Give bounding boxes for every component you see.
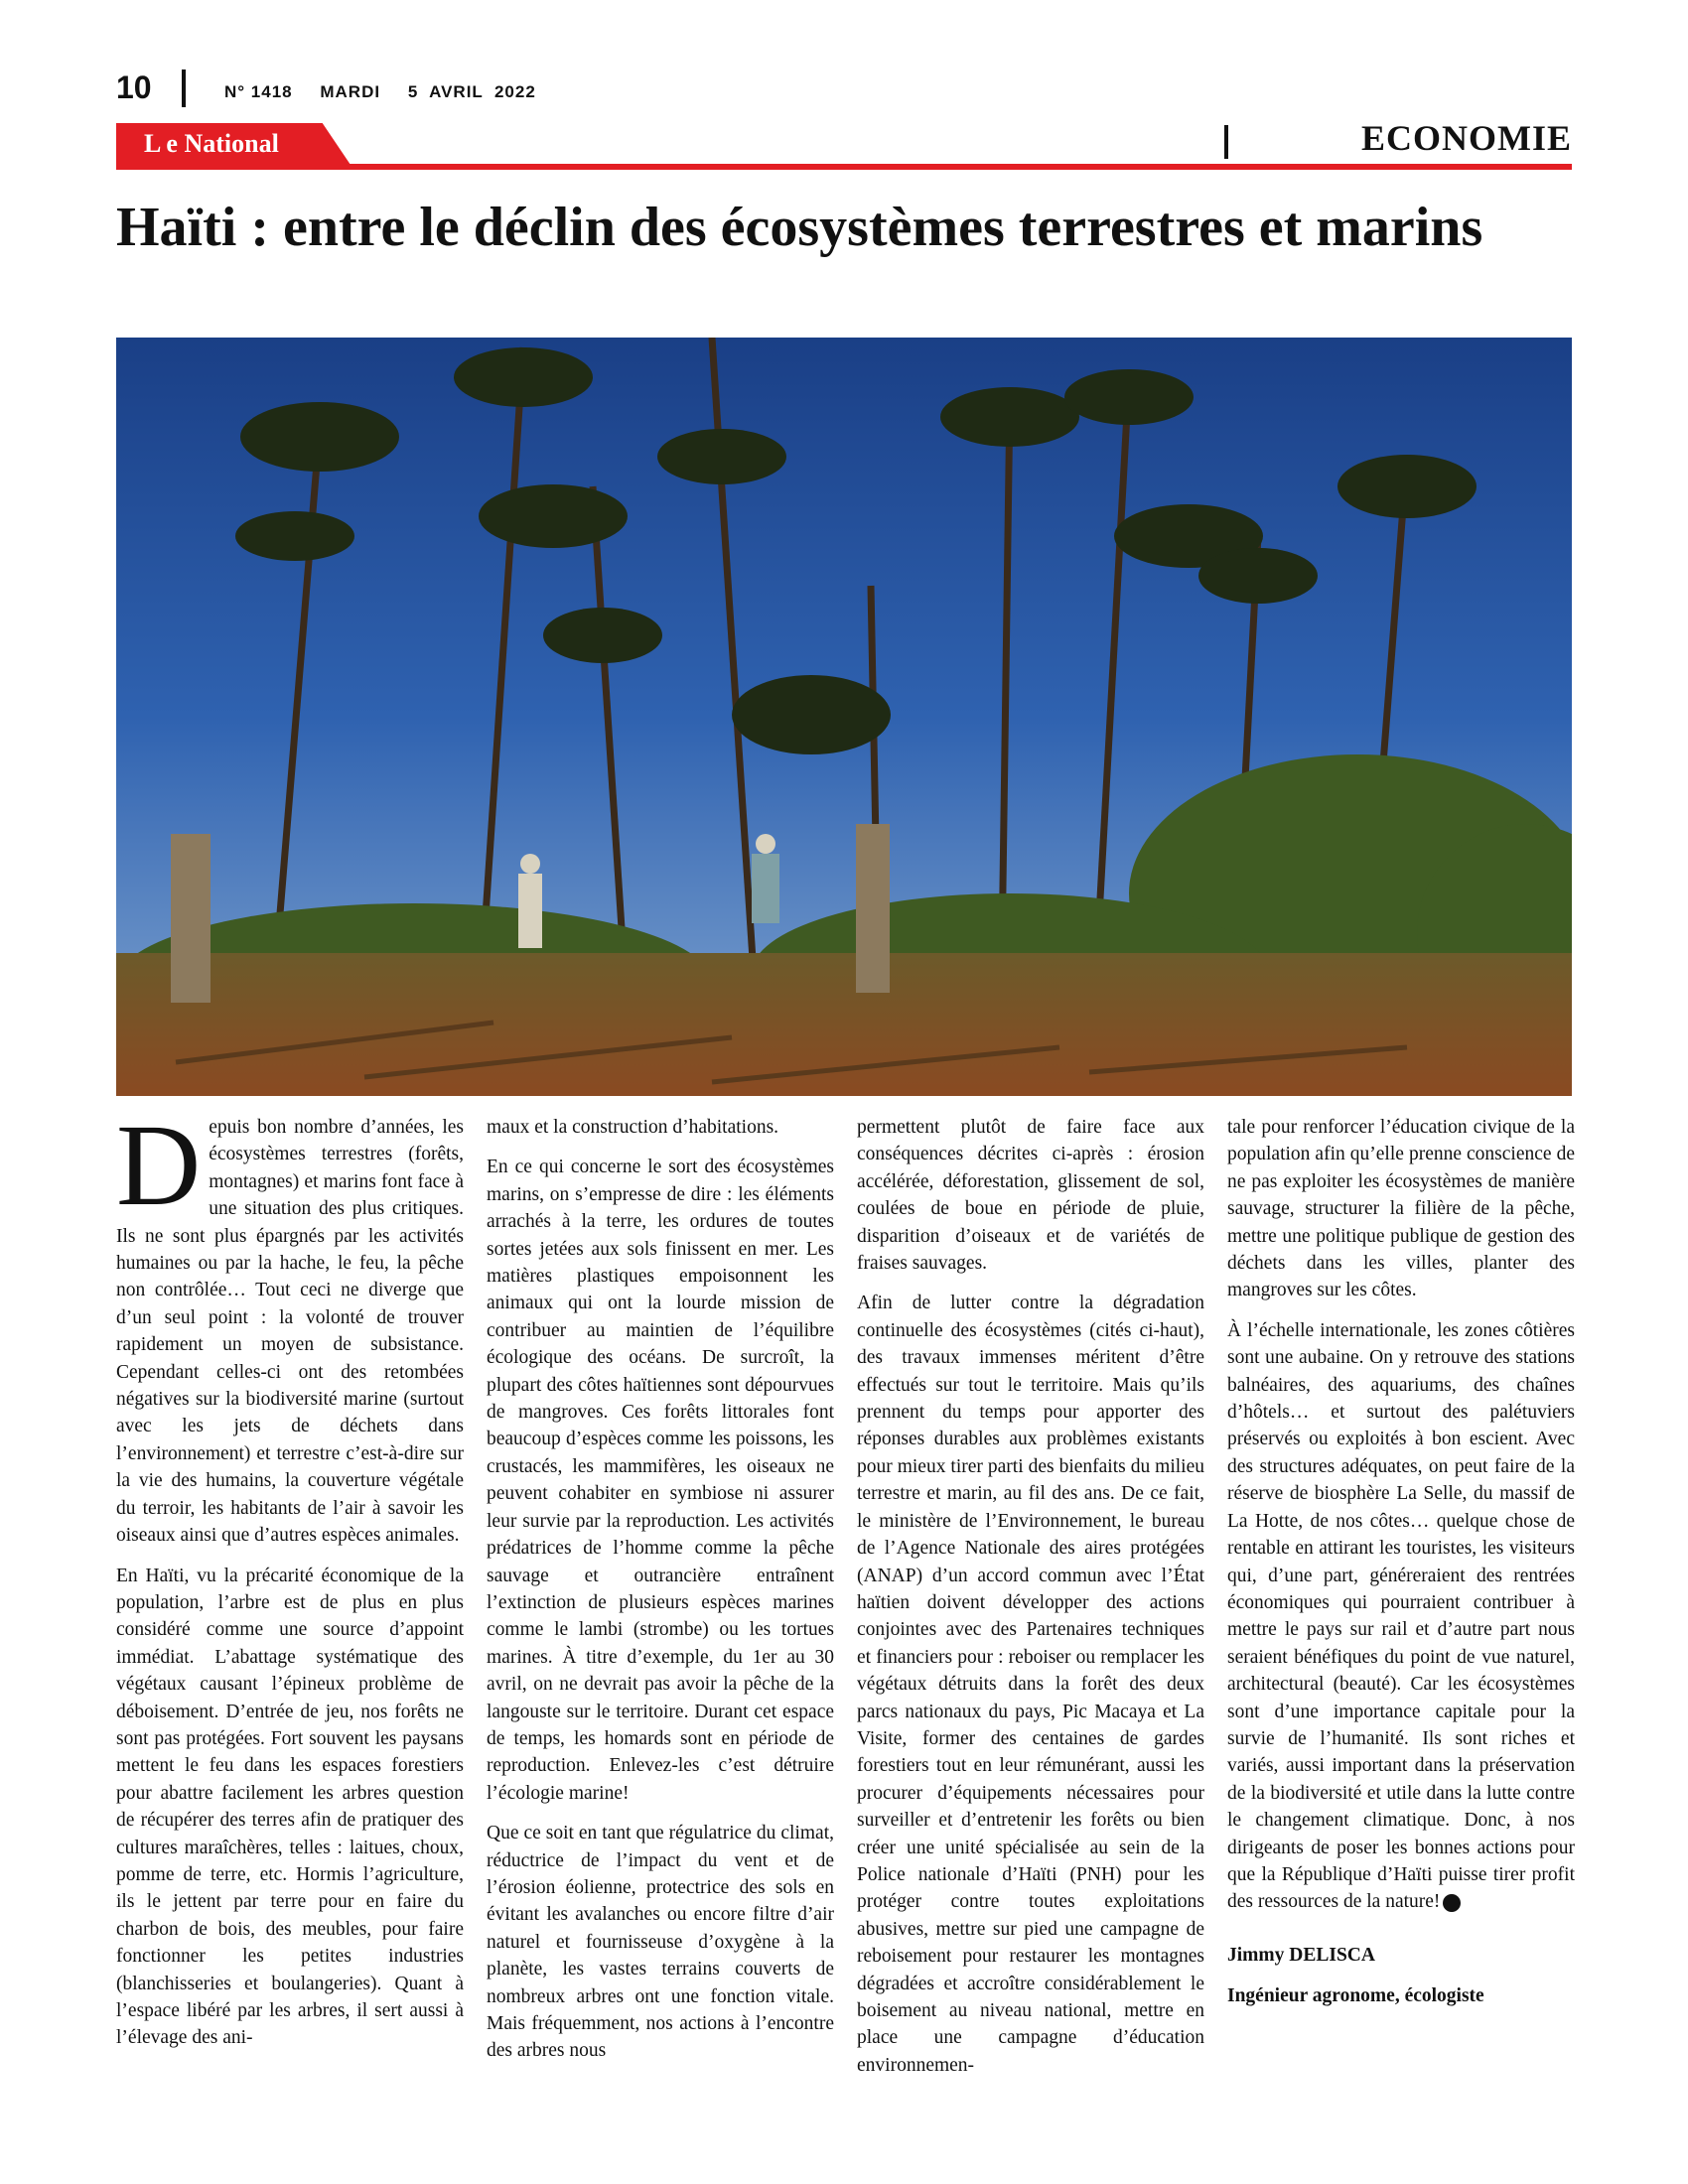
author-role: Ingénieur agronome, écologiste	[1227, 1985, 1484, 2007]
article-paragraph: En Haïti, vu la précarité économique de la population, l’arbre est de plus en plus considéré comme une source d’appoint immédiat. L’abattage systématique des végétaux causant l’épineux problème de déboisement. D’entrée de jeu, nos forêts ne sont pas protégées. Fort souvent les paysans mettent le feu dans les espaces forestiers pour abattre facilement les arbres question de récupérer des terres afin de pratiquer des cultures maraîchères, telles : laitues, choux, pomme de terre, etc. Hormis l’agriculture, ils le jettent par terre pour en faire du charbon de bois, des meubles, pour faire fonctionner les petites industries (blanchisseries et boulangeries). Quant à l’espace libéré par les arbres, il sert aussi à l’élevage des ani-	[116, 1565, 464, 2049]
article-column-4	[1227, 1114, 1575, 2010]
page-number-divider	[182, 69, 186, 107]
issue-date: 5 AVRIL 2022	[407, 82, 536, 101]
issue-number: N° 1418	[224, 82, 293, 101]
brand-name: L e National	[144, 129, 279, 158]
section-divider	[1224, 125, 1228, 159]
header-rule	[116, 164, 1572, 170]
issue-line	[224, 82, 558, 102]
article-paragraph: En ce qui concerne le sort des écosystèmes marins, on s’empresse de dire : les éléments arrachés à la terre, les ordures de toutes sortes jetées aux sols finissent en mer. Les matières plastiques empoisonnent les animaux qui ont la lourde mission de contribuer au maintien de l’équilibre écologique des océans. De surcroît, la plupart des côtes haïtiennes sont dépourvues de mangroves. Ces forêts littorales font beaucoup d’espèces comme les poissons, les crustacés, les mammifères, les oiseaux ne peuvent cohabiter en symbiose ni assurer leur survie par la reproduction. Les activités prédatrices de l’homme comme la pêche sauvage et outrancière entraînent l’extinction de plusieurs espèces marines comme le lambi (strombe) ou les tortues marines. À titre d’exemple, du 1er au 30 avril, on ne devrait pas avoir la pêche de la langouste sur le territoire. Durant cet espace de temps, les homards sont en période de reproduction. Enlevez-les c’est détruire l’écologie marine!	[487, 1157, 834, 1804]
ground	[116, 953, 1572, 1096]
author-name: Jimmy DELISCA	[1227, 1944, 1375, 1966]
article-paragraph: À l’échelle internationale, les zones côtières sont une aubaine. On y retrouve des stations balnéaires, des aquariums, des chaînes d’hôtels… et surtout des palétuviers préservés ou exploités à bon escient. Avec des structures adéquates, on peut faire de la réserve de biosphère La Selle, du massif de La Hotte, de nos côtes… quelque chose de rentable en attirant les touristes, les visiteurs qui, d’une part, généreraient des rentrées économiques qui pourraient contribuer à mettre le pays sur rail et d’autre part nous seraient bénéfiques du point de vue naturel, architectural (beauté). Car les écosystèmes sont d’une importance capitale pour la survie de l’humanité. Ils sont riches et variés, aussi important dans la préservation de la biodiversité et utile dans la lutte contre le changement climatique. Donc, à nos dirigeants de poser les bonnes actions pour que la République d’Haïti puisse tirer profit des ressources de la nature!	[1227, 1319, 1575, 1913]
end-mark-icon	[1443, 1894, 1461, 1912]
drop-cap: D	[116, 1100, 202, 1230]
page-number: 10	[116, 69, 152, 105]
section-title: ECONOMIE	[1360, 118, 1572, 158]
article-paragraph: Depuis bon nombre d’années, les écosystèmes terrestres (forêts, montagnes) et marins font face à une situation des plus critiques. Ils ne sont plus épargnés par les activités humaines ou par la hache, le feu, la pêche non contrôlée… Tout ceci ne diverge que d’un seul point : la volonté de trouver rapidement un moyen de subsistance. Cependant celles-ci ont des retombées négatives sur la biodiversité marine (surtout avec les jets de déchets dans l’environnement) et terrestre c’est-à-dire sur la vie des humains, la couverture végétale du terroir, les habitants de l’air à savoir les oiseaux ainsi que d’autres espèces animales.	[116, 1100, 464, 1547]
article-photo	[116, 338, 1572, 1096]
article-paragraph: tale pour renforcer l’éducation civique de la population afin qu’elle prenne conscience de ne pas exploiter les écosystèmes de manière sauvage, structurer la filière de la pêche, mettre une politique publique de gestion des déchets dans les villes, planter des mangroves sur les côtes.	[1227, 1117, 1575, 1301]
headline: Haïti : entre le déclin des écosystèmes terrestres et marins	[116, 197, 1483, 258]
article-paragraph: maux et la construction d’habitations.	[487, 1117, 779, 1138]
article-paragraph: Que ce soit en tant que régulatrice du climat, réductrice de l’impact du vent et de l’érosion éolienne, protectrice des sols en évitant les avalanches ou encore filtre d’air naturel et fournisseuse d’oxygène à la planète, les vastes terrains couverts de nombreux arbres ont une fonction vitale. Mais fréquemment, nos actions à l’encontre des arbres nous	[487, 1823, 834, 2062]
article-column-1	[116, 1100, 464, 2065]
issue-weekday: MARDI	[320, 82, 381, 101]
article-column-2	[487, 1114, 834, 2078]
article-paragraph: permettent plutôt de faire face aux conséquences décrites ci-après : érosion accélérée, déforestation, glissement de sol, coulées de boue en période de pluie, disparition d’oiseaux et de variétés de fraises sauvages.	[857, 1117, 1204, 1275]
article-column-3	[857, 1114, 1204, 2092]
article-paragraph: Afin de lutter contre la dégradation continuelle des écosystèmes (cités ci-haut), des travaux immenses méritent d’être effectués sur tout le territoire. Mais qu’ils prennent du temps pour apporter des réponses durables aux problèmes existants pour mieux tirer parti des bienfaits du milieu terrestre et marin, au fil des ans. De ce fait, le ministère de l’Environnement, le bureau de l’Agence Nationale des aires protégées (ANAP) d’un accord commun avec l’État haïtien doivent développer des actions conjointes avec des Partenaires techniques et financiers pour : reboiser ou remplacer les végétaux détruits dans la forêt des deux parcs nationaux du pays, Pic Macaya et La Visite, former des centaines de gardes forestiers tout en leur rémunérant, aussi les procurer d’équipements nécessaires pour surveiller et d’entretenir les forêts ou bien créer une unité spécialisée au sein de la Police nationale d’Haïti (PNH) pour les protéger contre toutes exploitations abusives, mettre sur pied une campagne de reboisement pour restaurer les montagnes dégradées et accroître considérablement le boisement au niveau national, mettre en place une campagne d’éducation environnemen-	[857, 1293, 1204, 2076]
